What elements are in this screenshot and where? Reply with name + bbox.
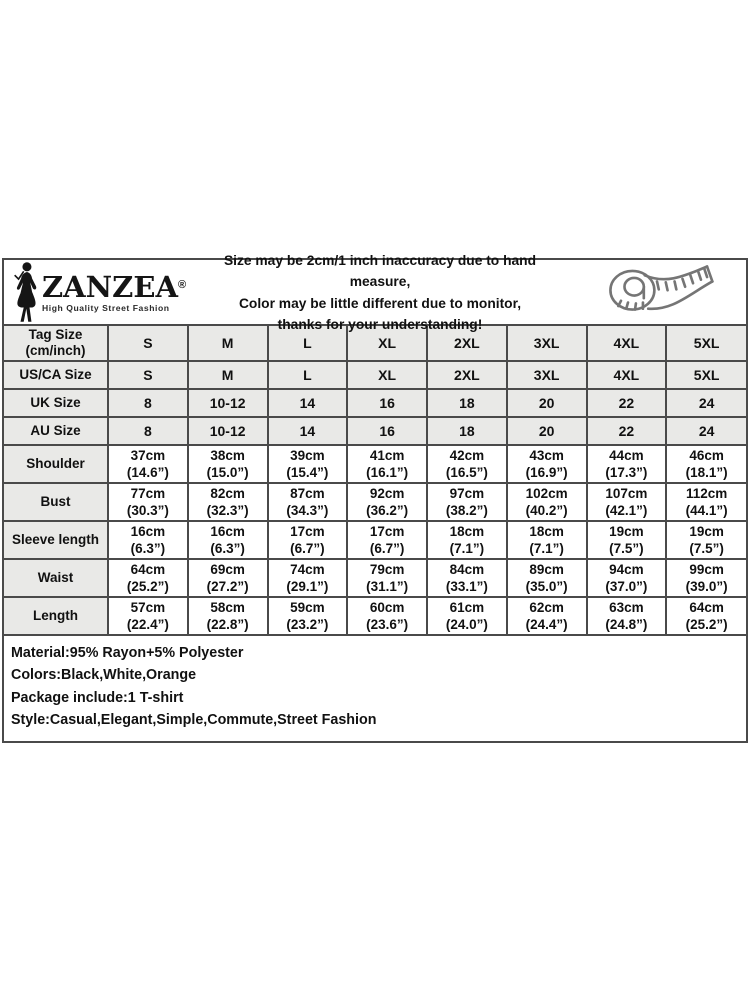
measurement-cm: 16cm [210,524,245,539]
size-value: M [221,335,234,351]
measurement-cell [587,445,667,483]
measurement-inch: (6.7”) [369,541,405,556]
size-cell [108,326,188,361]
measurement-cm: 59cm [290,600,325,615]
row-label-cell [4,326,108,361]
brand-name: ZANZEA® [42,269,187,304]
measurement-inch: (30.3”) [126,503,169,518]
measurement-inch: (36.2”) [366,503,409,518]
measurement-inch: (16.1”) [366,465,409,480]
size-cell [427,389,507,417]
size-cell [587,417,667,445]
header-band [4,252,746,332]
size-value: XL [378,335,397,351]
size-value: 22 [618,423,635,439]
measurement-cell [108,483,188,521]
measurement-cell [347,559,427,597]
measurement-cell [507,445,587,483]
measurement-cell [507,597,587,634]
measurement-inch: (22.8”) [206,617,249,632]
measurement-cm: 57cm [130,600,166,615]
measurement-cm: 41cm [369,448,405,463]
measurement-inch: (35.0”) [525,579,568,594]
measurement-cm: 62cm [529,600,564,615]
tape-block [568,263,746,321]
disclaimer-line: Size may be 2cm/1 inch inaccuracy due to hand measure, [223,252,537,290]
size-value: 5XL [693,335,720,351]
size-value: 8 [143,395,152,411]
size-value: L [303,367,312,383]
measurement-cell [268,521,348,559]
detail-line: Material:95% Rayon+5% Polyester [11,645,244,661]
measurement-cm: 18cm [449,524,485,539]
size-cell [347,389,427,417]
measurement-cell [188,445,268,483]
table-row [4,597,746,634]
measurement-inch: (38.2”) [445,503,488,518]
measurement-cm: 107cm [605,486,648,501]
measuring-tape-icon [595,263,719,321]
detail-line: Package include:1 T-shirt [11,689,184,706]
size-value: 18 [459,423,475,439]
size-cell [188,361,268,389]
measurement-cm: 17cm [369,524,405,539]
size-cell [587,361,667,389]
measurement-cell [347,521,427,559]
size-cell [347,417,427,445]
size-cell [188,389,268,417]
size-table [4,326,746,634]
size-disclaimer [192,249,568,336]
size-value: 16 [379,423,395,439]
table-row [4,521,746,559]
measurement-cell [108,597,188,634]
measurement-cell [347,445,427,483]
measurement-cm: 64cm [130,562,166,577]
measurement-inch: (42.1”) [605,503,648,518]
measurement-cm: 112cm [685,486,728,501]
measurement-inch: (23.6”) [366,617,409,632]
size-value: 14 [299,395,316,411]
table-row [4,361,746,389]
size-cell [666,326,746,361]
size-cell [507,361,587,389]
measurement-cell [268,559,348,597]
size-cell [587,326,667,361]
measurement-inch: (23.2”) [286,617,329,632]
size-cell [587,389,667,417]
measurement-cm: 43cm [529,448,564,463]
row-label-cell [4,559,108,597]
size-value: 22 [618,395,635,411]
size-value: 14 [299,423,316,439]
size-value: L [303,335,312,351]
measurement-cm: 18cm [529,524,564,539]
row-label-cell [4,361,108,389]
measurement-inch: (40.2”) [525,503,568,518]
measurement-cell [666,483,746,521]
row-label-line: Bust [40,494,71,509]
measurement-cell [666,521,746,559]
row-label-line: US/CA Size [19,367,92,382]
measurement-cm: 79cm [369,562,405,577]
measurement-inch: (17.3”) [605,465,648,480]
measurement-inch: (18.1”) [685,465,728,480]
measurement-cm: 19cm [689,524,724,539]
size-value: 2XL [454,367,480,383]
size-value: 24 [698,423,715,439]
measurement-inch: (7.5”) [689,541,724,556]
table-row [4,445,746,483]
size-cell [108,361,188,389]
disclaimer-line: thanks for your understanding! [277,316,483,332]
size-cell [427,417,507,445]
measurement-cell [587,597,667,634]
measurement-inch: (7.5”) [609,541,644,556]
measurement-inch: (29.1”) [286,579,329,594]
measurement-cm: 97cm [449,486,485,501]
measurement-inch: (24.0”) [445,617,488,632]
measurement-cm: 37cm [130,448,166,463]
measurement-cm: 60cm [369,600,405,615]
size-value: 18 [459,395,475,411]
measurement-inch: (7.1”) [449,541,485,556]
measurement-inch: (6.3”) [210,541,245,556]
detail-line: Colors:Black,White,Orange [11,667,197,684]
size-value: S [143,335,153,351]
measurement-inch: (39.0”) [685,579,728,594]
measurement-cell [268,483,348,521]
measurement-cell [427,483,507,521]
measurement-cell [108,445,188,483]
row-label-cell [4,389,108,417]
size-value: S [143,367,153,383]
size-cell [108,389,188,417]
row-label-cell [4,417,108,445]
measurement-inch: (6.3”) [130,541,166,556]
measurement-cm: 84cm [449,562,485,577]
row-label-cell [4,483,108,521]
size-cell [666,389,746,417]
detail-line: Style:Casual,Elegant,Simple,Commute,Street Fashion [11,712,377,729]
row-label-line: (cm/inch) [25,343,86,358]
measurement-cm: 74cm [290,562,325,577]
size-cell [666,417,746,445]
fashion-woman-icon [10,261,40,323]
size-cell [507,417,587,445]
size-value: 16 [379,395,395,411]
size-value: 2XL [454,335,480,351]
measurement-cell [666,597,746,634]
row-label-line: Tag Size [28,327,83,342]
measurement-cell [507,483,587,521]
measurement-cell [427,597,507,634]
measurement-cell [188,597,268,634]
measurement-cm: 69cm [210,562,245,577]
registered-mark: ® [177,278,187,291]
measurement-cell [188,483,268,521]
product-details [4,634,746,741]
measurement-cm: 94cm [609,562,644,577]
measurement-cell [347,597,427,634]
size-cell [507,389,587,417]
measurement-cell [188,559,268,597]
measurement-inch: (33.1”) [445,579,488,594]
measurement-cell [666,559,746,597]
measurement-cm: 92cm [369,486,405,501]
measurement-cm: 61cm [449,600,485,615]
size-cell [347,361,427,389]
size-value: 24 [698,395,715,411]
measurement-cm: 46cm [689,448,724,463]
measurement-inch: (34.3”) [286,503,329,518]
measurement-inch: (16.9”) [525,465,568,480]
measurement-inch: (7.1”) [529,541,564,556]
size-value: 10-12 [209,395,246,411]
table-row [4,483,746,521]
measurement-cm: 19cm [609,524,644,539]
size-value: 5XL [693,367,720,383]
measurement-inch: (44.1”) [685,503,728,518]
row-label-cell [4,597,108,634]
brand-tagline: High Quality Street Fashion [42,302,170,313]
size-value: 3XL [533,335,560,351]
size-chart-sheet [2,252,748,743]
measurement-inch: (25.2”) [126,579,169,594]
measurement-inch: (24.4”) [525,617,568,632]
measurement-cell [587,483,667,521]
measurement-cm: 17cm [290,524,325,539]
row-label-line: Waist [37,570,74,585]
measurement-cm: 64cm [689,600,724,615]
measurement-cell [427,445,507,483]
measurement-cm: 77cm [130,486,166,501]
size-value: 8 [143,423,152,439]
measurement-cell [268,597,348,634]
measurement-cm: 44cm [609,448,644,463]
measurement-cell [507,521,587,559]
measurement-cm: 16cm [130,524,166,539]
size-cell [268,389,348,417]
row-label-cell [4,521,108,559]
measurement-cm: 99cm [689,562,724,577]
measurement-inch: (15.4”) [286,465,329,480]
size-cell [268,417,348,445]
measurement-cm: 82cm [210,486,245,501]
disclaimer-line: Color may be little different due to monitor, [238,295,522,311]
row-label-line: Length [33,608,78,623]
measurement-inch: (14.6”) [126,465,169,480]
measurement-cm: 39cm [290,448,325,463]
measurement-cell [587,559,667,597]
size-value: XL [378,367,397,383]
measurement-inch: (27.2”) [206,579,249,594]
measurement-cell [427,521,507,559]
measurement-inch: (37.0”) [605,579,648,594]
measurement-cell [108,559,188,597]
measurement-cell [268,445,348,483]
size-cell [108,417,188,445]
measurement-inch: (31.1”) [366,579,409,594]
measurement-cell [587,521,667,559]
measurement-inch: (15.0”) [206,465,249,480]
size-value: 3XL [533,367,560,383]
measurement-cm: 42cm [449,448,485,463]
measurement-inch: (6.7”) [290,541,325,556]
size-cell [666,361,746,389]
measurement-cm: 89cm [529,562,564,577]
measurement-cell [347,483,427,521]
size-value: 20 [538,395,555,411]
brand-text [42,269,187,313]
row-label-line: Sleeve length [11,532,100,547]
size-cell [268,361,348,389]
measurement-cm: 102cm [525,486,568,501]
measurement-cm: 63cm [609,600,644,615]
measurement-cm: 38cm [210,448,245,463]
size-cell [188,417,268,445]
brand-logo [4,261,192,323]
measurement-cell [427,559,507,597]
table-row [4,417,746,445]
row-label-line: Shoulder [26,456,85,471]
row-label-line: UK Size [30,395,81,410]
measurement-cell [108,521,188,559]
size-value: 20 [538,423,555,439]
measurement-inch: (25.2”) [685,617,728,632]
size-value: 10-12 [209,423,246,439]
row-label-cell [4,445,108,483]
measurement-inch: (16.5”) [445,465,488,480]
row-label-line: AU Size [30,423,81,438]
table-row [4,389,746,417]
measurement-inch: (24.8”) [605,617,648,632]
measurement-cell [666,445,746,483]
measurement-cm: 87cm [290,486,325,501]
size-value: 4XL [613,335,640,351]
size-value: M [221,367,234,383]
measurement-inch: (32.3”) [206,503,249,518]
table-row [4,559,746,597]
size-cell [427,361,507,389]
size-value: 4XL [613,367,640,383]
measurement-cm: 58cm [210,600,245,615]
measurement-inch: (22.4”) [126,617,169,632]
measurement-cell [507,559,587,597]
measurement-cell [188,521,268,559]
